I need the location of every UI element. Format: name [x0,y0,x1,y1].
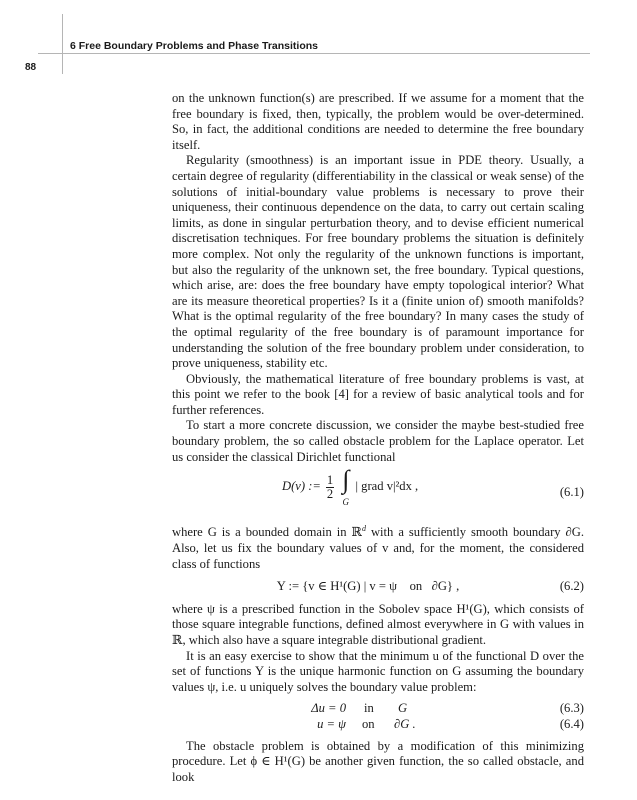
paragraph-7: It is an easy exercise to show that the minimum u of the functional D over the set of functions Y is the unique harmonic function on G assuming the boundary values ψ, i.e. u uniquely solves the boundary value problem: [172,648,584,694]
page-number: 88 [25,62,37,73]
paragraph-3: Obviously, the mathematical literature of free boundary problems is vast, at this point we refer to the book [4] for a review of basic analytical tools and for further references. [172,371,584,417]
paragraph-1: on the unknown function(s) are prescribed. If we assume for a moment that the free boundary is fixed, then, typically, the problem would be over-determined. So, in fact, the additional conditions are needed to determine the free boundary itself. [172,91,584,152]
running-head: 6 Free Boundary Problems and Phase Transitions [70,40,318,52]
paragraph-5-superscript: d [362,524,366,534]
equation-6-2 [172,579,584,595]
paragraph-5 [172,521,584,572]
eq64-left: u = ψ [317,716,346,731]
eq63-label: (6.3) [559,701,584,716]
eq61-denominator: 2 [326,486,334,501]
eq61-label: (6.1) [559,485,584,500]
eq61-integral [342,467,349,507]
paragraph-8: The obstacle problem is obtained by a modification of this minimizing procedure. Let ϕ ∈ H¹(G) be another given function, the so called obstacle, and look [172,738,584,784]
eq62-label: (6.2) [559,579,584,594]
paragraph-5a: where G is a bounded domain in ℝ [172,525,362,540]
eq63-right: G [398,701,408,716]
header-horizontal-rule [38,53,590,54]
eq61-lhs: D(v) := [282,479,321,494]
equation-6-1 [172,467,584,521]
eq64-label: (6.4) [559,716,584,731]
eq61-numerator: 1 [326,472,334,487]
eq64-middle: on [362,716,375,731]
equation-6-3 [172,701,584,717]
eq63-middle: in [364,701,374,716]
equations-6-3-6-4 [172,701,584,732]
header-vertical-rule [62,14,63,74]
paragraph-2: Regularity (smoothness) is an important issue in PDE theory. Usually, a certain degree of regularity (differentiability in the classical or weak sense) of the solutions of initial-boundary value problems is necessary to prove their uniqueness, their continuous dependence on the data, to carry out certain scaling limits, as done in singular perturbation theory, and to devise efficient numerical discretisation techniques. For free boundary problems the situation is definitely more complex. Not only the regularity of the unknown functions is important, but also the regularity of the unknown set, the free boundary. Typical questions, which arise, are: does the free boundary have empty topological interior? What are its measure theoretical properties? Is it a (finite union of) smooth manifolds? What is the optimal regularity of the free boundary? In many cases the study of the optimal regularity of the free boundary is of paramount importance for understanding the solution of the free boundary problem under consideration, to prove uniqueness, stability etc. [172,153,584,371]
body-text [172,91,584,785]
eq63-left: Δu = 0 [311,701,346,716]
eq62-body: Y := {v ∈ H¹(G) | v = ψ on ∂G} , [276,579,460,594]
paragraph-5b: with a sufficiently smooth boundary ∂G. Also, let us fix the boundary values of v and, for the moment, the considered class of functions [172,525,584,571]
integral-domain: G [342,497,350,508]
paragraph-6: where ψ is a prescribed function in the Sobolev space H¹(G), which consists of those square integrable functions, defined almost everywhere in G with values in ℝ, which also have a square integrable distributional gradient. [172,601,584,647]
equation-6-4 [172,717,584,733]
eq61-rhs: | grad v|²dx , [355,479,419,494]
integral-sign: ∫ [342,465,350,495]
paragraph-4: To start a more concrete discussion, we consider the maybe best-studied free boundary problem, the so called obstacle problem for the Laplace operator. Let us consider the classical Dirichlet functional [172,418,584,464]
eq64-right: ∂G . [394,716,416,731]
eq61-fraction [326,474,334,501]
